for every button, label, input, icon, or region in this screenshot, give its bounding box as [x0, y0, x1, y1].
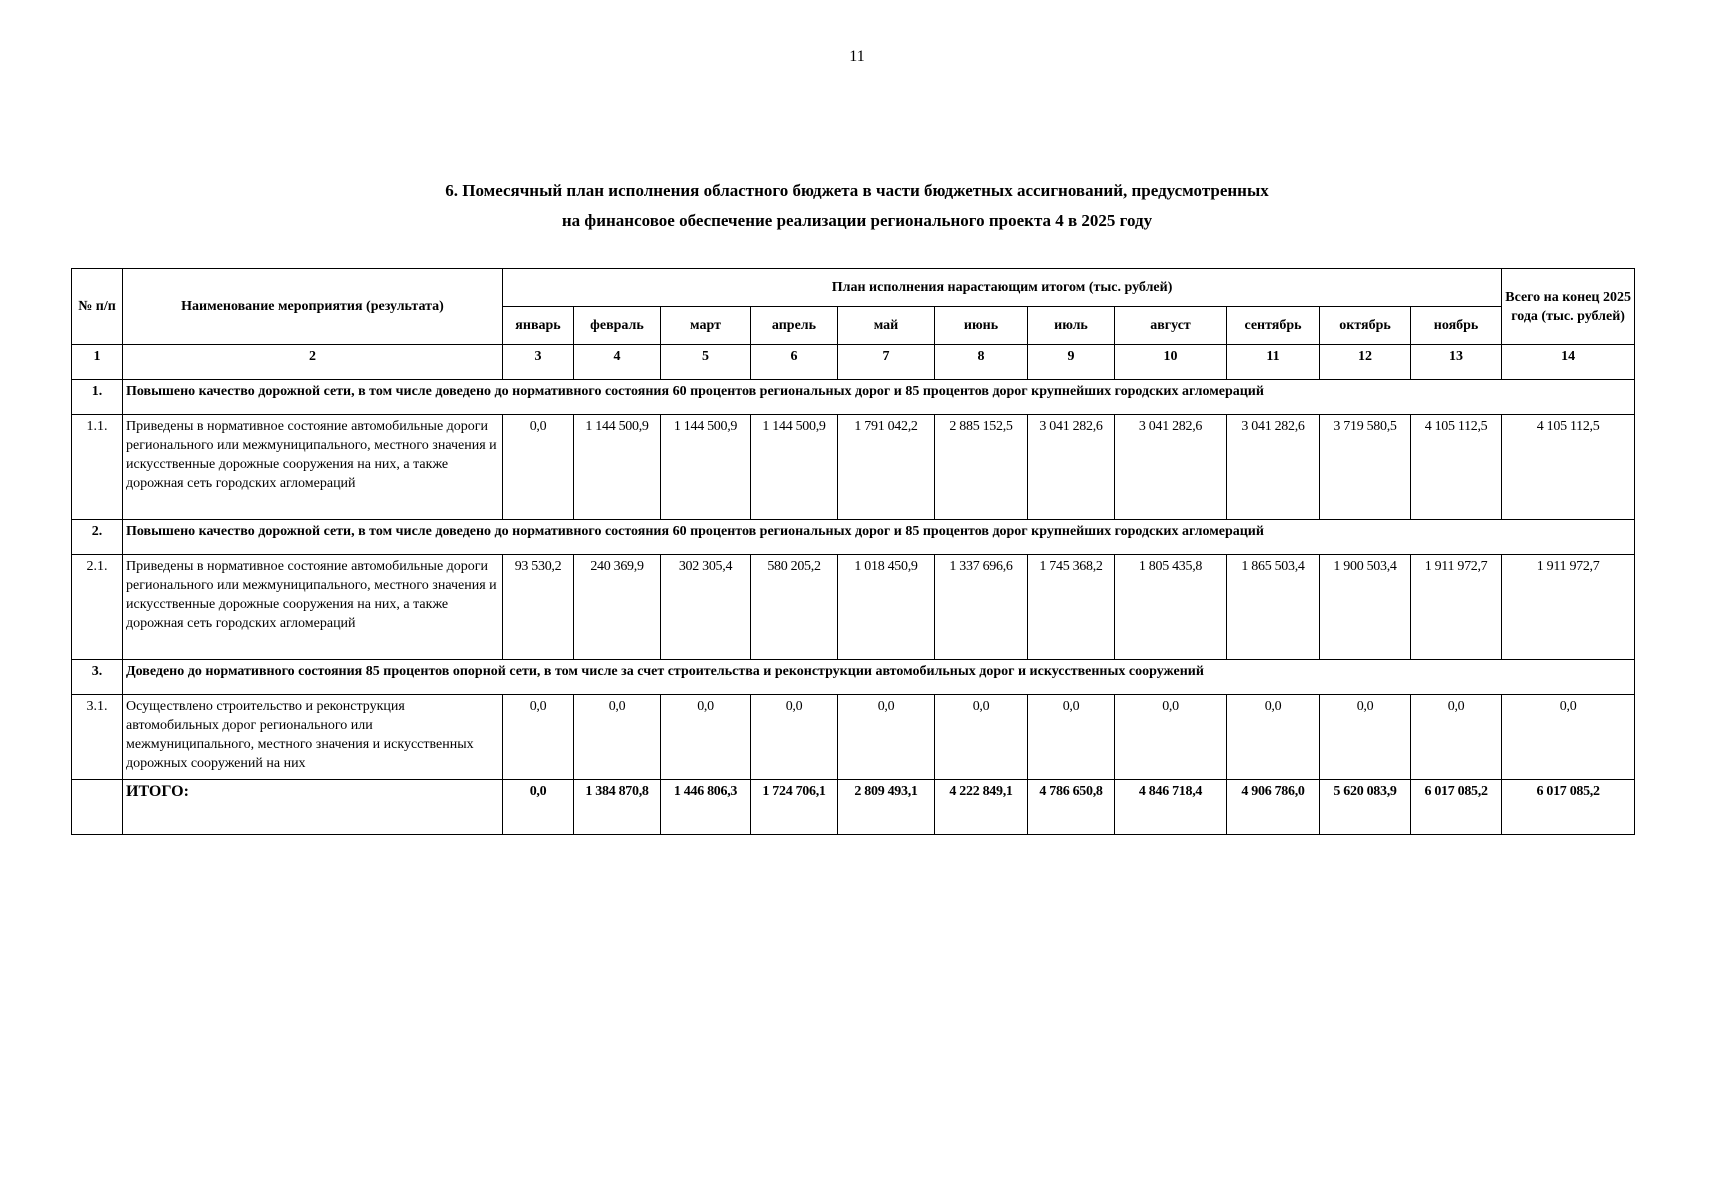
header-month: июнь [935, 307, 1028, 345]
month-value: 0,0 [877, 699, 895, 714]
month-value-cell [1227, 555, 1320, 660]
month-value-cell [751, 695, 838, 780]
month-value-cell [503, 695, 574, 780]
month-value-cell [935, 695, 1028, 780]
column-number: 11 [1227, 345, 1320, 380]
grand-total-value-cell [751, 780, 838, 835]
month-value-cell [751, 415, 838, 520]
section-row [72, 380, 1635, 415]
item-no: 1.1. [72, 415, 123, 520]
column-number: 4 [574, 345, 661, 380]
month-value: 1 865 503,4 [1241, 559, 1305, 574]
table-row [72, 415, 1635, 520]
column-number: 2 [123, 345, 503, 380]
month-value: 2 885 152,5 [949, 419, 1013, 434]
page-number: 11 [849, 48, 865, 65]
header-month: июль [1028, 307, 1115, 345]
grand-total-value: 1 446 806,3 [673, 784, 738, 799]
month-value: 0,0 [1356, 699, 1374, 714]
header-row-1 [72, 269, 1635, 307]
month-value: 1 911 972,7 [1424, 559, 1488, 574]
month-value-cell [1115, 415, 1227, 520]
grand-total-value-cell [574, 780, 661, 835]
month-value-cell [935, 415, 1028, 520]
section-no: 3. [72, 660, 123, 695]
month-value-cell [1028, 695, 1115, 780]
header-no: № п/п [72, 269, 123, 345]
month-value-cell [1028, 555, 1115, 660]
header-month: май [838, 307, 935, 345]
document-title [0, 176, 1714, 236]
grand-total-value: 1 724 706,1 [762, 784, 826, 799]
month-value-cell [838, 415, 935, 520]
budget-plan-table [71, 268, 1635, 835]
grand-total-value-cell [661, 780, 751, 835]
month-value: 1 018 450,9 [854, 559, 918, 574]
column-number: 3 [503, 345, 574, 380]
grand-total-value: 4 222 849,1 [949, 784, 1013, 799]
header-month: апрель [751, 307, 838, 345]
grand-total-sum: 6 017 085,2 [1536, 784, 1600, 799]
month-value: 3 719 580,5 [1333, 419, 1397, 434]
month-value-cell [1320, 415, 1411, 520]
month-value: 1 805 435,8 [1138, 559, 1203, 574]
month-value: 1 144 500,9 [673, 419, 738, 434]
month-value: 3 041 282,6 [1039, 419, 1103, 434]
month-value-cell [1320, 555, 1411, 660]
grand-total-value-cell [935, 780, 1028, 835]
month-value-cell [1115, 555, 1227, 660]
month-value: 0,0 [608, 699, 626, 714]
grand-total-value: 5 620 083,9 [1333, 784, 1397, 799]
column-number: 1 [72, 345, 123, 380]
month-value: 0,0 [972, 699, 990, 714]
header-month: февраль [574, 307, 661, 345]
section-row [72, 660, 1635, 695]
header-name: Наименование мероприятия (результата) [123, 269, 503, 345]
month-value-cell [1411, 695, 1502, 780]
item-total: 1 911 972,7 [1536, 559, 1600, 574]
month-value: 4 105 112,5 [1424, 419, 1488, 434]
section-title: Доведено до нормативного состояния 85 процентов опорной сети, в том числе за счет строительства и реконструкции автомобильных дорог и искусственных сооружений [123, 660, 1635, 695]
item-total: 0,0 [1559, 699, 1577, 714]
month-value: 302 305,4 [678, 559, 733, 574]
month-value-cell [1227, 415, 1320, 520]
item-total-cell [1502, 415, 1635, 520]
grand-total-value: 6 017 085,2 [1424, 784, 1488, 799]
grand-total-value: 4 846 718,4 [1138, 784, 1203, 799]
grand-total-value: 4 786 650,8 [1039, 784, 1103, 799]
month-value: 93 530,2 [514, 559, 562, 574]
grand-total-value: 4 906 786,0 [1241, 784, 1305, 799]
column-number: 7 [838, 345, 935, 380]
month-value: 0,0 [1162, 699, 1179, 714]
month-value-cell [574, 415, 661, 520]
month-value-cell [1028, 415, 1115, 520]
section-row [72, 520, 1635, 555]
grand-total-value-cell [1115, 780, 1227, 835]
month-value-cell [574, 695, 661, 780]
month-value: 1 900 503,4 [1333, 559, 1397, 574]
month-value: 1 337 696,6 [949, 559, 1013, 574]
grand-total-value-cell [503, 780, 574, 835]
grand-total-sum-cell [1502, 780, 1635, 835]
item-total: 4 105 112,5 [1536, 419, 1600, 434]
month-value-cell [1411, 415, 1502, 520]
month-value: 0,0 [1264, 699, 1282, 714]
month-value: 0,0 [1062, 699, 1080, 714]
section-title: Повышено качество дорожной сети, в том числе доведено до нормативного состояния 60 процентов региональных дорог и 85 процентов дорог крупнейших городских агломераций [123, 380, 1635, 415]
month-value: 0,0 [697, 699, 714, 714]
grand-total-value-cell [838, 780, 935, 835]
item-no: 2.1. [72, 555, 123, 660]
month-value-cell [661, 695, 751, 780]
month-value-cell [1227, 695, 1320, 780]
month-value: 1 144 500,9 [762, 419, 826, 434]
grand-total-row [72, 780, 1635, 835]
item-name: Приведены в нормативное состояние автомобильные дороги регионального или межмуниципального, местного значения и искусственные дорожные сооружения на них, а также дорожная сеть городских агломераций [123, 415, 503, 520]
month-value: 240 369,9 [590, 559, 644, 574]
header-month: октябрь [1320, 307, 1411, 345]
item-total-cell [1502, 695, 1635, 780]
month-value-cell [1411, 555, 1502, 660]
month-value: 3 041 282,6 [1138, 419, 1203, 434]
grand-total-value-cell [1411, 780, 1502, 835]
header-plan-group: План исполнения нарастающим итогом (тыс. рублей) [503, 269, 1502, 307]
month-value: 580 205,2 [767, 559, 821, 574]
month-value-cell [661, 555, 751, 660]
month-value-cell [838, 555, 935, 660]
item-no: 3.1. [72, 695, 123, 780]
grand-total-value-cell [1227, 780, 1320, 835]
month-value-cell [751, 555, 838, 660]
grand-total-value: 2 809 493,1 [854, 784, 918, 799]
grand-total-value-cell [1320, 780, 1411, 835]
month-value-cell [503, 415, 574, 520]
month-value-cell [935, 555, 1028, 660]
header-month: сентябрь [1227, 307, 1320, 345]
column-number: 10 [1115, 345, 1227, 380]
header-month: март [661, 307, 751, 345]
grand-total-no [72, 780, 123, 835]
section-no: 1. [72, 380, 123, 415]
column-number: 5 [661, 345, 751, 380]
month-value: 0,0 [785, 699, 803, 714]
month-value-cell [1320, 695, 1411, 780]
document-title-line-1: 6. Помесячный план исполнения областного бюджета в части бюджетных ассигнований, предусмотренных [445, 181, 1269, 200]
column-number: 13 [1411, 345, 1502, 380]
header-month: август [1115, 307, 1227, 345]
section-no: 2. [72, 520, 123, 555]
month-value: 0,0 [529, 419, 547, 434]
header-total: Всего на конец 2025 года (тыс. рублей) [1502, 269, 1635, 345]
month-value-cell [1115, 695, 1227, 780]
header-month: январь [503, 307, 574, 345]
header-month: ноябрь [1411, 307, 1502, 345]
column-numbers-row [72, 345, 1635, 380]
grand-total-value: 0,0 [529, 784, 547, 799]
grand-total-value: 1 384 870,8 [585, 784, 649, 799]
column-number: 6 [751, 345, 838, 380]
grand-total-value-cell [1028, 780, 1115, 835]
item-total-cell [1502, 555, 1635, 660]
item-name: Приведены в нормативное состояние автомобильные дороги регионального или межмуниципального, местного значения и искусственные дорожные сооружения на них, а также дорожная сеть городских агломераций [123, 555, 503, 660]
column-number: 14 [1502, 345, 1635, 380]
table-row [72, 555, 1635, 660]
column-number: 8 [935, 345, 1028, 380]
document-title-line-2: на финансовое обеспечение реализации регионального проекта 4 в 2025 году [561, 211, 1153, 230]
column-number: 12 [1320, 345, 1411, 380]
month-value: 1 144 500,9 [585, 419, 649, 434]
month-value-cell [574, 555, 661, 660]
month-value: 0,0 [1447, 699, 1465, 714]
section-title: Повышено качество дорожной сети, в том числе доведено до нормативного состояния 60 процентов региональных дорог и 85 процентов дорог крупнейших городских агломераций [123, 520, 1635, 555]
table-row [72, 695, 1635, 780]
item-name: Осуществлено строительство и реконструкция автомобильных дорог регионального или межмуниципального, местного значения и искусственных дорожных сооружений на них [123, 695, 503, 780]
month-value-cell [661, 415, 751, 520]
month-value: 1 791 042,2 [854, 419, 918, 434]
month-value: 3 041 282,6 [1241, 419, 1305, 434]
grand-total-label: ИТОГО: [123, 780, 503, 835]
month-value-cell [838, 695, 935, 780]
month-value: 1 745 368,2 [1039, 559, 1103, 574]
month-value: 0,0 [529, 699, 547, 714]
column-number: 9 [1028, 345, 1115, 380]
month-value-cell [503, 555, 574, 660]
